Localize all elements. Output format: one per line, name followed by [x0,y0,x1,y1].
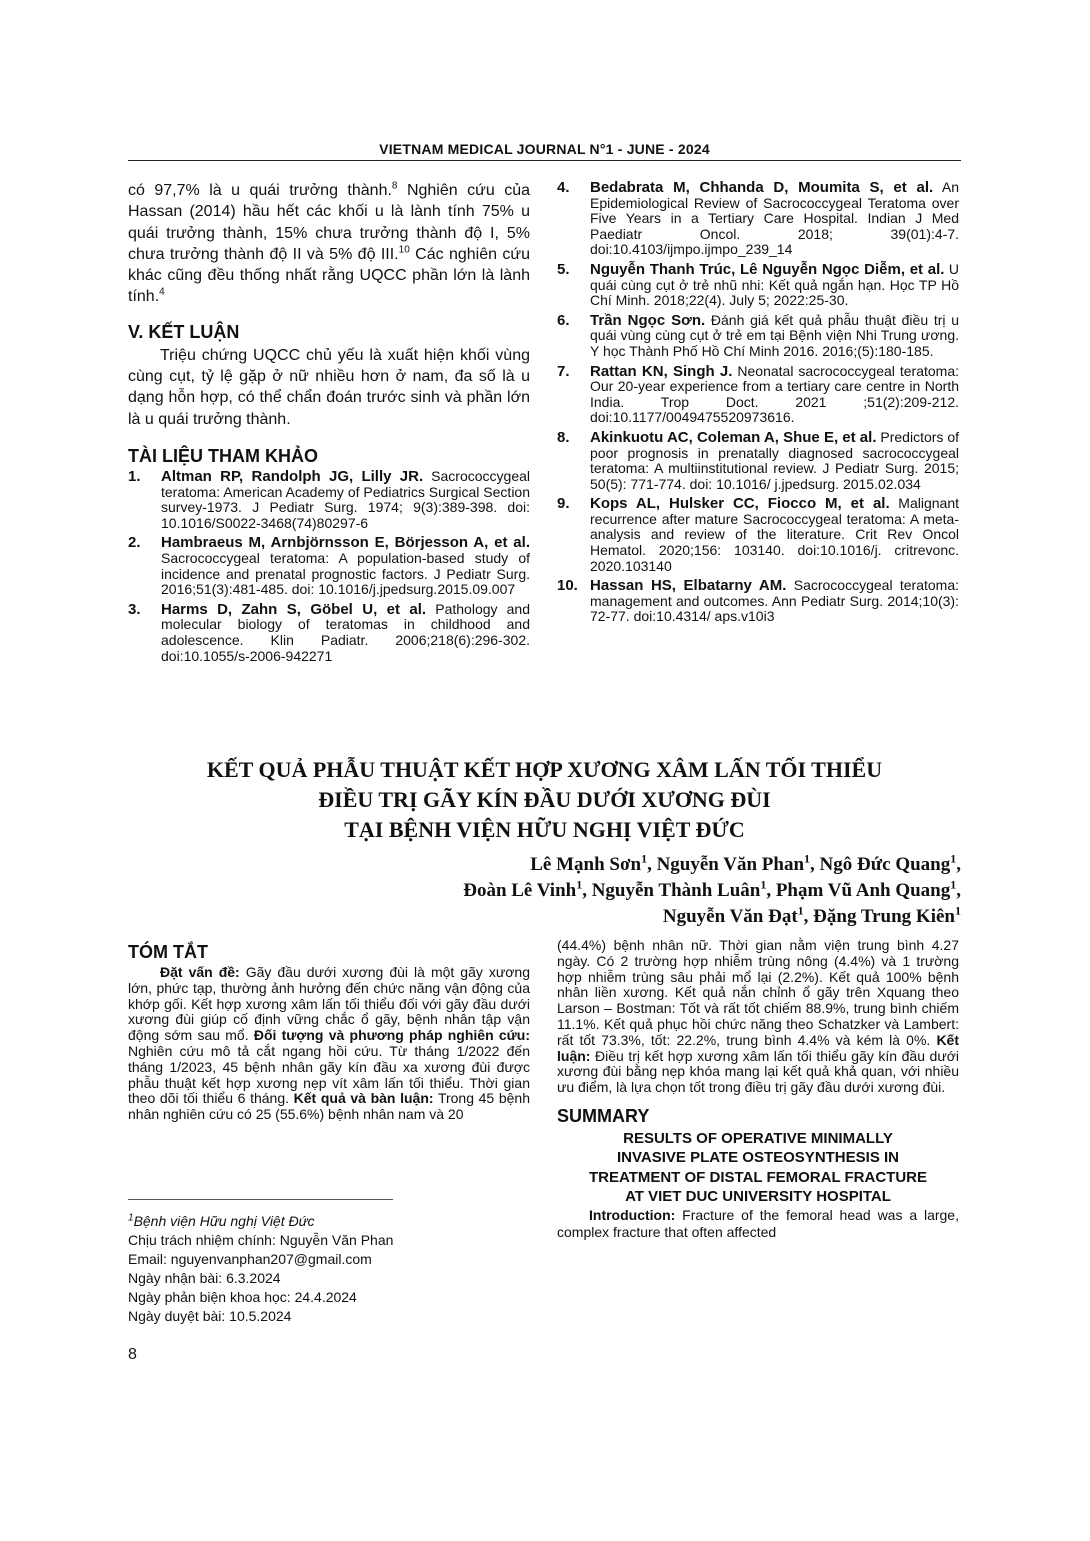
reference-text: Sacrococcygeal teratoma: management and outcomes. Ann Pediatr Surg. 2014;10(3): 72-77. doi:10.4314/ aps.v10i3 [590,577,959,625]
summary-heading: SUMMARY [557,1105,650,1126]
reference-number: 2. [128,534,141,552]
page-number: 8 [128,1346,137,1363]
reference-text: Sacrococcygeal teratoma: American Academy of Pediatrics Surgical Section survey-1973. J Pediatr Surg. 1974; 9(3):389-398. doi: 10.1016/S0022-3468(74)80297-6 [161,467,530,531]
reference-list-left [128,469,530,664]
reference-body [590,364,959,426]
intro-text-c: Các nghiên cứu khác cũng đều thống nhất rằng UQCC phần lớn là lành tính. [128,245,531,306]
intro-paragraph [128,180,530,308]
article-title-line: TẠI BỆNH VIỆN HỮU NGHỊ VIỆT ĐỨC [344,817,745,842]
reference-body [590,313,959,360]
reference-text: Neonatal sacrococcygeal teratoma: Our 20-year experience from a tertiary care centre in North India. Trop Doct. 2021 ;51(2):209-212. doi:10.1177/0049475520973616. [590,362,959,426]
left-column-top [128,180,530,668]
conclusion-text: Triệu chứng UQCC chủ yếu là xuất hiện khối vùng cùng cụt, tỷ lệ gặp ở nữ nhiều hơn ở nam, đa số là u dạng hỗn hợp, có thể chẩn đoán trước sinh và phần lớn là u quái trưởng thành. [128,346,530,428]
footnotes [128,1212,530,1326]
reference-item [557,180,959,258]
author-sep: , [956,854,961,875]
reference-number: 4. [557,179,570,196]
author-name: Đặng Trung Kiên [813,906,955,927]
intro-text-a: có 97,7% là u quái trưởng thành. [128,182,392,199]
reference-text: Malignant recurrence after mature Sacrococcygeal teratoma: A meta-analysis and review of the literature. Crit Rev Oncol Hematol. 2020;156: 103140. doi:10.1016/j. critrevonc. 2020.103140 [590,495,959,574]
reference-number: 8. [557,428,570,446]
reference-number: 1. [128,467,141,485]
reference-number: 10. [557,577,578,595]
reference-item [557,364,959,426]
reference-item [557,496,959,574]
reference-body [590,496,959,574]
author-sep: , [810,854,820,875]
author-name: Ngô Đức Quang [819,854,951,875]
reference-item [557,313,959,360]
reference-body [161,535,530,597]
reference-authors: Hambraeus M, Arnbjörnsson E, Börjesson A, et al. [161,534,530,552]
affiliation-note [128,1212,530,1231]
author-affil-sup: 1 [950,877,957,892]
author-affil-sup: 1 [641,851,648,866]
article-title-line: KẾT QUẢ PHẪU THUẬT KẾT HỢP XƯƠNG XÂM LẤN TỐI THIỂU [206,757,883,782]
abstract-text: Trong 45 bệnh nhân nghiên cứu có 25 (55.6%) bệnh nhân nam và 20 [128,1090,531,1123]
reference-authors: Nguyễn Thanh Trúc, Lê Nguyễn Ngọc Diễm, et al. [590,260,945,278]
author-line [300,878,961,904]
author-affil-sup: 1 [950,851,957,866]
reference-text: Pathology and molecular biology of teratomas in childhood and adolescence. Klin Padiatr. 2006;218(6):296-302. doi:10.1055/s-2006-942271 [161,600,531,664]
abstract-label: Đặt vấn đề: [160,964,240,980]
reference-number: 7. [557,362,570,380]
email-note: Email: nguyenvanphan207@gmail.com [128,1251,372,1267]
reference-text: Predictors of poor prognosis in prenatally diagnosed sacrococcygeal teratoma: A multiinstitutional review. J Pediatr Surg. 2015; 50(5): 771-774. doi: 10.1016/ j.jpedsurg. 2015.02.034 [590,428,959,492]
affiliation-sup: 1 [128,1212,134,1224]
reference-body [590,430,959,492]
footnote-rule [128,1199,393,1200]
reference-body [590,262,959,309]
reference-body [590,578,959,625]
abstract-text: (44.4%) bệnh nhân nữ. Thời gian nằm viện trung bình 4.27 ngày. Có 2 trường hợp nhiễm trùng nông (4.4%) và 1 trường hợp nhiễm trùng sâu phải mổ lại (2.2%). Kết quả 100% bệnh nhân liền xương. Kết quả nắn chỉnh ổ gãy trên Xquang theo Larson – Bostman: Tốt và rất tốt chiếm 88.9%, trung bình chiếm 11.1%. Kết quả phục hồi chức năng theo Schatzker và Lambert: rất tốt 73.3%, tốt: 22.2%, trung bình 4.4% và kém là 0%. [557,937,959,1048]
author-name: Phạm Vũ Anh Quang [775,880,951,901]
reference-number: 9. [557,495,570,513]
conclusion-heading: V. KẾT LUẬN [128,321,240,342]
affiliation-text: Bệnh viện Hữu nghị Việt Đức [133,1213,315,1229]
abstract-label: Kết luận: [557,1031,959,1064]
summary-title-line: RESULTS OF OPERATIVE MINIMALLY [623,1129,893,1147]
reference-authors: Harms D, Zahn S, Göbel U, et al. [161,600,427,618]
abstract-text: Điều trị kết hợp xương xâm lấn tối thiểu gãy kín đầu dưới xương đùi bằng nẹp khóa mang lại kết quả khả quan, với nhiều ưu điểm, là lựa chọn tốt trong điều trị gãy đầu dưới xương đùi. [557,1047,959,1096]
reference-text: U quái cùng cụt ở trẻ nhũ nhi: Kết quả ngắn hạn. Học TP Hồ Chí Minh. 2018;22(4). July 5; 2022:25-30. [590,260,960,309]
author-affil-sup: 1 [955,903,961,918]
abstract-text: Gãy đầu dưới xương đùi là một gãy xương lớn, phức tạp, thường ảnh hưởng đến chức năng vận động của khớp gối. Kết hợp xương xâm lấn tối thiểu đối với gãy đầu dưới xương đùi giúp cố định vững chắc ổ gãy, bệnh nhân tập vận động sớm sau mổ. [128,964,530,1044]
reference-authors: Altman RP, Randolph JG, Lilly JR. [161,467,424,485]
summary-text: Fracture of the femoral head was a large, complex fracture that often affected [557,1206,959,1240]
summary-intro [557,1207,959,1241]
reference-authors: Kops AL, Hulsker CC, Fiocco M, et al. [590,495,890,513]
author-list [300,852,961,930]
author-affil-sup: 1 [804,851,811,866]
article-title [128,755,961,845]
reference-authors: Hassan HS, Elbatarny AM. [590,577,787,595]
author-line [300,904,961,930]
right-column-bottom [557,938,959,1241]
author-affil-sup: 1 [797,903,804,918]
citation-ref: 10 [398,244,410,256]
reference-authors: Rattan KN, Singh J. [590,362,733,380]
accepted-date: Ngày duyệt bài: 10.5.2024 [128,1308,292,1324]
reviewed-date: Ngày phản biện khoa học: 24.4.2024 [128,1289,357,1305]
abstract-text: Nghiên cứu mô tả cắt ngang hồi cứu. Từ tháng 1/2022 đến tháng 1/2023, 45 bệnh nhân gãy kín đầu xa xương đùi được phẫu thuật kết hợp xương nẹp vít xâm lấn tối thiểu. Thời gian theo dõi tối thiểu 6 tháng. [128,1042,530,1107]
left-column-bottom [128,942,530,1123]
author-sep: , [803,906,814,927]
author-sep: , [956,880,961,901]
reference-item [128,602,530,664]
author-name: Nguyễn Văn Phan [656,854,805,875]
reference-number: 5. [557,260,570,278]
reference-list-right [557,180,959,625]
corresponding-author: Chịu trách nhiệm chính: Nguyễn Văn Phan [128,1232,394,1248]
reference-authors: Bedabrata M, Chhanda D, Moumita S, et al. [590,179,934,196]
article-title-line: ĐIỀU TRỊ GÃY KÍN ĐẦU DƯỚI XƯƠNG ĐÙI [318,787,771,812]
right-column-top [557,180,959,629]
reference-text: Sacrococcygeal teratoma: A population-based study of incidence and prenatal prognostic factors. J Pediatr Surg. 2016;51(3):481-485. doi: 10.1016/j.jpedsurg.2015.09.007 [161,549,530,598]
citation-ref: 8 [391,180,398,192]
header-rule [128,160,961,161]
author-affil-sup: 1 [576,877,583,892]
author-name: Nguyễn Văn Đạt [662,906,798,927]
summary-title [557,1129,959,1207]
citation-ref: 4 [159,287,165,299]
received-date: Ngày nhận bài: 6.3.2024 [128,1270,281,1286]
journal-header: VIETNAM MEDICAL JOURNAL N°1 - JUNE - 2024 [379,141,710,157]
reference-text: An Epidemiological Review of Sacrococcygeal Teratoma over Five Years in a Tertiary Care Hospital. Indian J Med Paediatr Oncol. 2018; 39(01):4-7. doi:10.4103/ijmpo.ijmpo_239_14 [590,179,959,258]
references-heading: TÀI LIỆU THAM KHẢO [128,445,318,466]
reference-number: 6. [557,311,570,329]
author-sep: , [582,880,592,901]
reference-item [557,430,959,492]
author-name: Đoàn Lê Vinh [463,880,577,901]
summary-title-line: TREATMENT OF DISTAL FEMORAL FRACTURE [588,1168,928,1186]
reference-body [161,469,530,531]
reference-authors: Trần Ngọc Sơn. [590,311,706,329]
reference-authors: Akinkuotu AC, Coleman A, Shue E, et al. [590,428,877,446]
intro-text-b: Nghiên cứu của Hassan (2014) hầu hết các khối u là lành tính 75% u quái trưởng thành, 15% chưa trưởng thành độ I, 5% chưa trưởng thành độ II và 5% độ III. [128,182,530,263]
abstract-label: Đối tượng và phương pháp nghiên cứu: [253,1027,530,1044]
abstract-label: Kết quả và bàn luận: [293,1090,434,1107]
reference-item [128,535,530,597]
reference-body [161,602,530,664]
reference-item [128,469,530,531]
author-name: Nguyễn Thành Luân [591,880,761,901]
reference-number: 3. [128,600,141,618]
reference-item [557,262,959,309]
abstract-heading: TÓM TẮT [128,942,208,962]
summary-title-line: AT VIET DUC UNIVERSITY HOSPITAL [625,1188,891,1206]
abstract-paragraph [128,965,530,1123]
author-name: Lê Mạnh Sơn [530,854,642,875]
author-sep: , [647,854,657,875]
author-line [300,852,961,878]
reference-text: Đánh giá kết quả phẫu thuật điều trị u quái vùng cùng cụt ở trẻ em tại Bệnh viện Nhi Trung ương. Y học Thành Phố Hồ Chí Minh 2016. 2016;(5):180-185. [590,311,959,359]
summary-title-line: INVASIVE PLATE OSTEOSYNTHESIS IN [617,1149,899,1167]
abstract-continuation [557,938,959,1096]
author-sep: , [766,880,776,901]
reference-body [590,180,959,258]
summary-label: Introduction: [589,1206,676,1223]
author-affil-sup: 1 [760,877,767,892]
reference-item [557,578,959,625]
